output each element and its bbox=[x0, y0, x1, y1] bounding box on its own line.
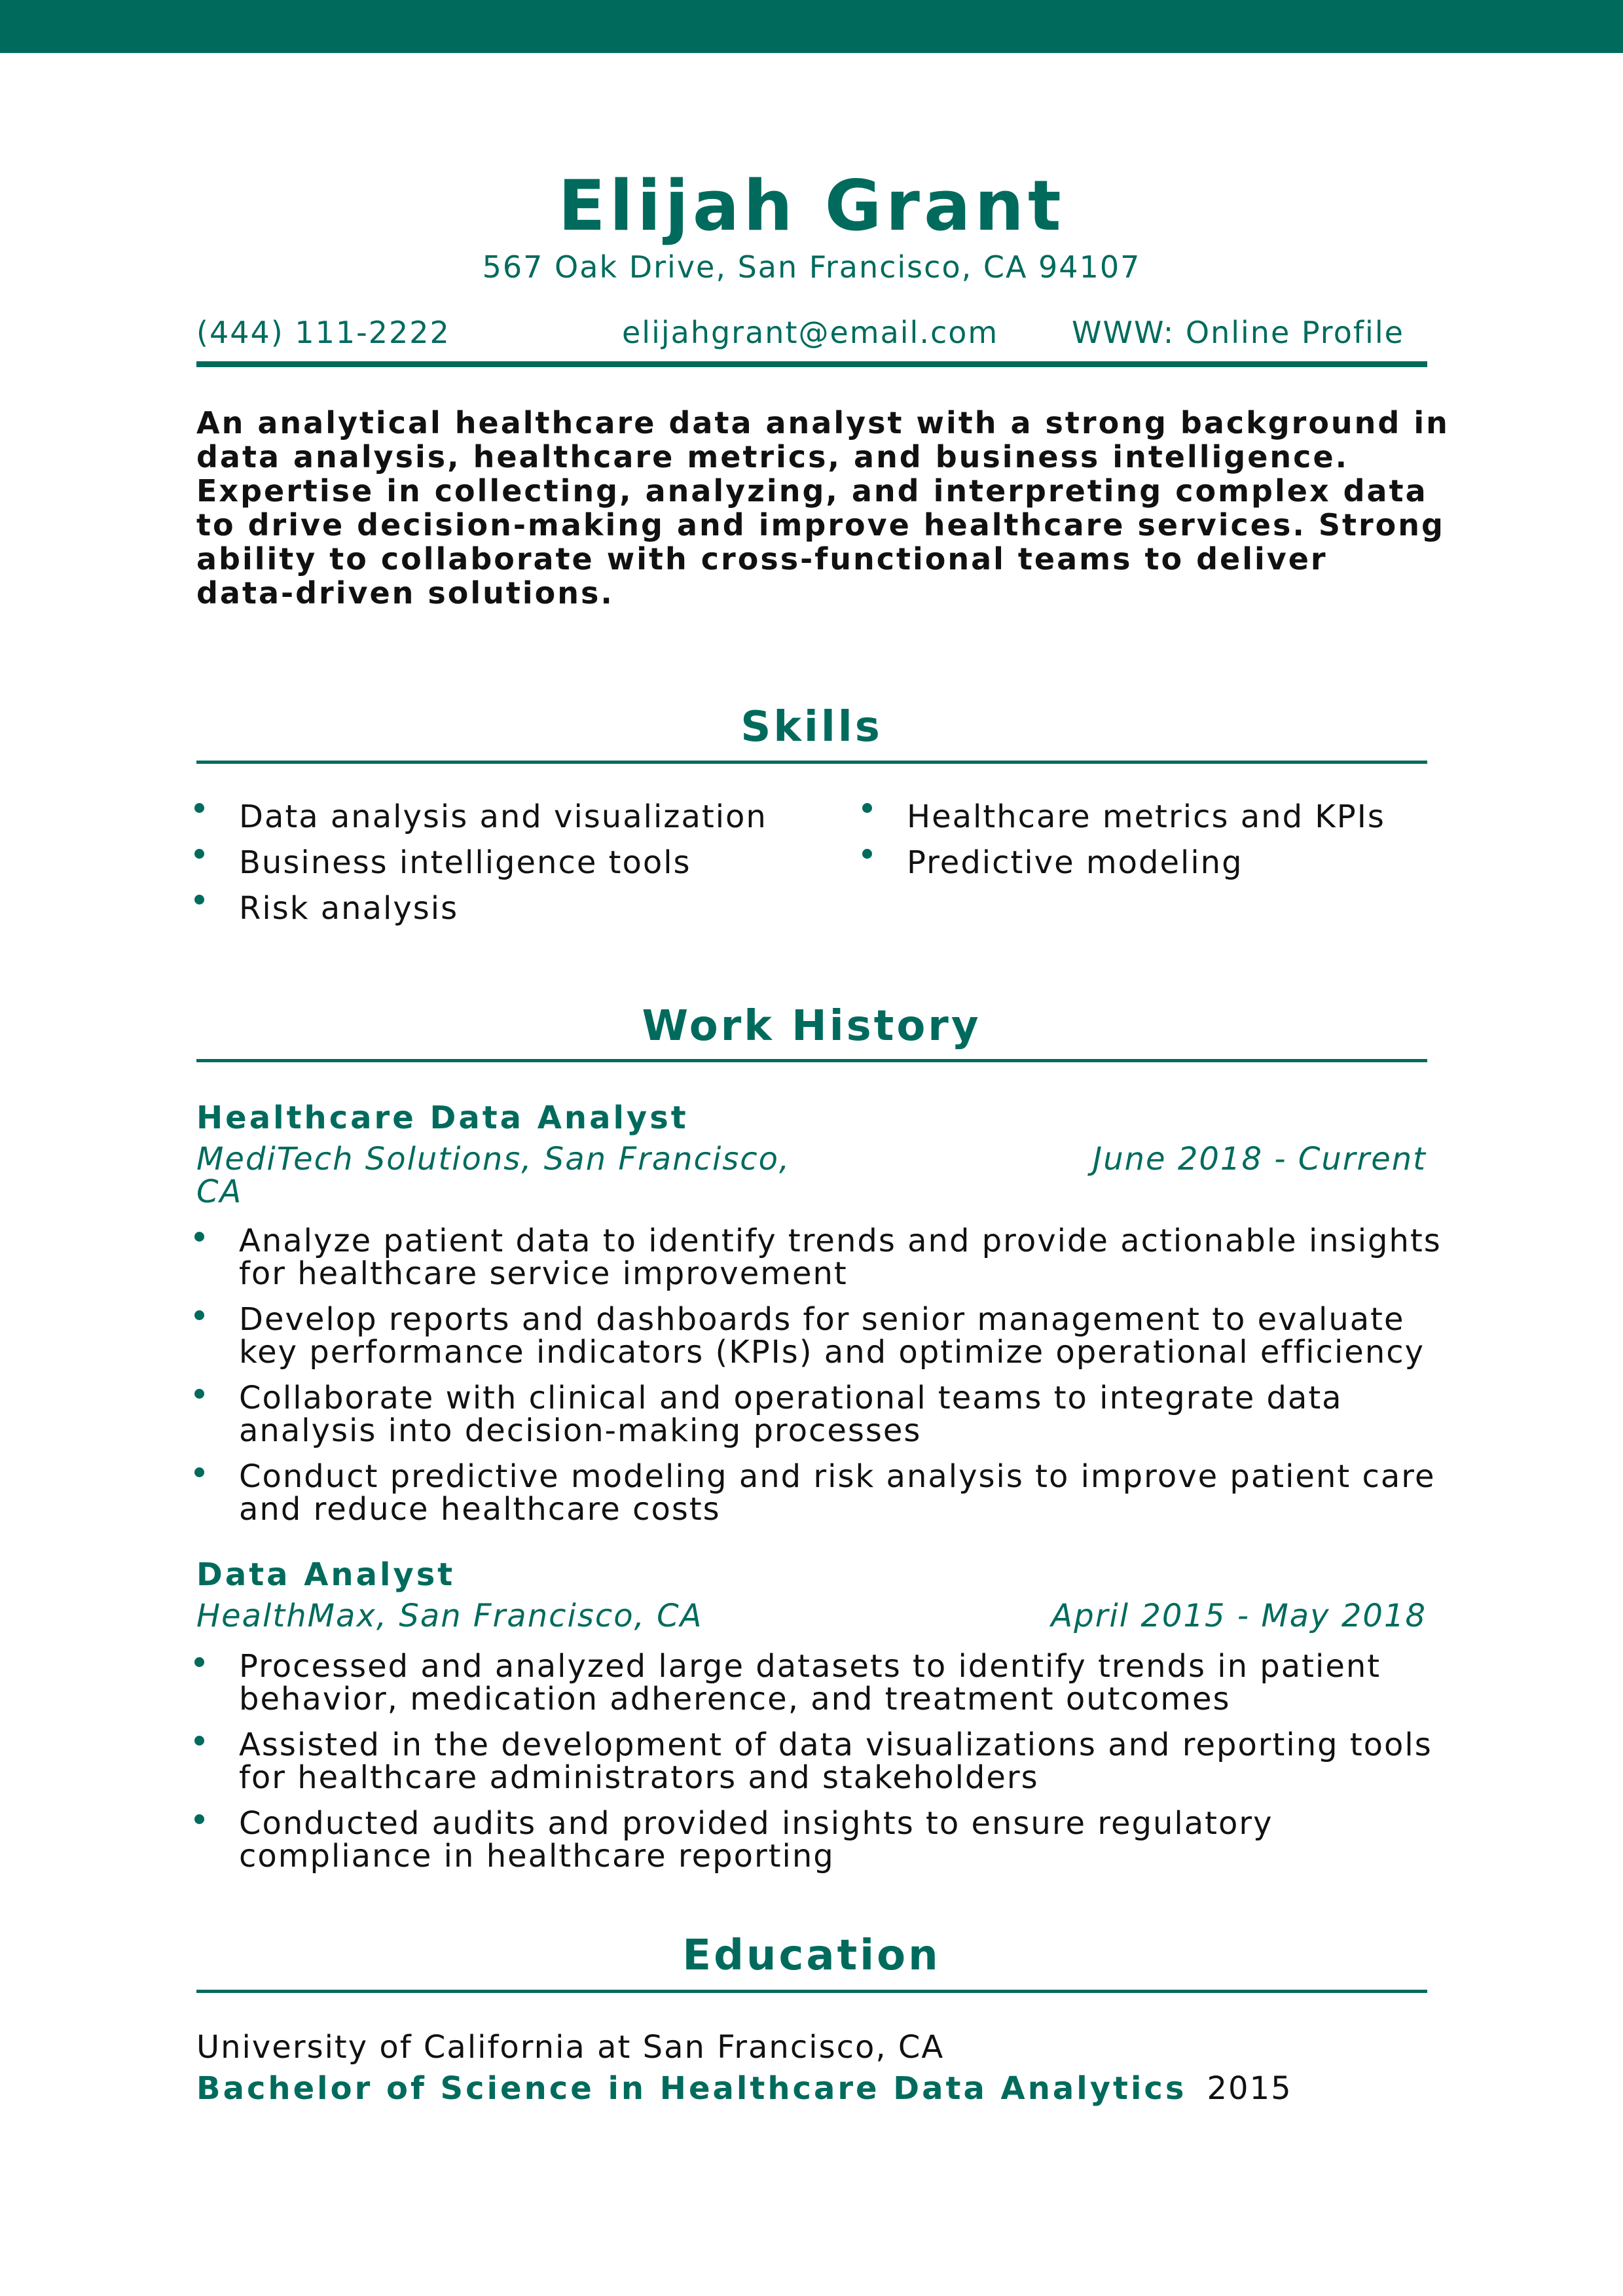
skills-heading: Skills bbox=[740, 703, 883, 751]
job-duty-line: Analyze patient data to identify trends and provide actionable insights bbox=[239, 1223, 1442, 1259]
summary-line: Expertise in collecting, analyzing, and interpreting complex data bbox=[196, 473, 1428, 509]
summary-line: ability to collaborate with cross-functional teams to deliver bbox=[196, 541, 1328, 577]
job-company: MediTech Solutions, San Francisco, bbox=[196, 1141, 791, 1177]
job-duty-line: Develop reports and dashboards for senior management to evaluate bbox=[239, 1301, 1405, 1338]
education-heading: Education bbox=[682, 1931, 941, 1980]
summary-line: to drive decision-making and improve healthcare services. Strong bbox=[196, 507, 1445, 543]
skill-item: Data analysis and visualization bbox=[239, 798, 767, 835]
summary-line: data analysis, healthcare metrics, and business intelligence. bbox=[196, 439, 1349, 475]
top-accent-bar bbox=[0, 0, 1623, 53]
bullet-icon bbox=[862, 803, 872, 813]
bullet-icon bbox=[194, 849, 204, 859]
summary-line: data-driven solutions. bbox=[196, 575, 614, 611]
job-dates: April 2015 - May 2018 bbox=[1051, 1598, 1427, 1634]
job-duty-line: and reduce healthcare costs bbox=[239, 1491, 721, 1528]
job-dates: June 2018 - Current bbox=[1093, 1141, 1427, 1177]
phone: (444) 111-2222 bbox=[196, 315, 450, 350]
job-title: Healthcare Data Analyst bbox=[196, 1100, 689, 1136]
degree: Bachelor of Science in Healthcare Data Analytics bbox=[196, 2070, 1187, 2107]
job-duty-line: analysis into decision-making processes bbox=[239, 1412, 922, 1449]
job-duty-line: behavior, medication adherence, and treatment outcomes bbox=[239, 1681, 1231, 1717]
job-duty-line: Assisted in the development of data visualizations and reporting tools bbox=[239, 1727, 1432, 1763]
bullet-icon bbox=[194, 1310, 204, 1320]
skill-item: Business intelligence tools bbox=[239, 844, 691, 881]
job-duty-line: Conduct predictive modeling and risk analysis to improve patient care bbox=[239, 1458, 1436, 1495]
work-history-heading: Work History bbox=[642, 1002, 981, 1050]
skills-divider bbox=[196, 761, 1427, 764]
bullet-icon bbox=[194, 1736, 204, 1746]
skill-item: Risk analysis bbox=[239, 890, 459, 927]
header-divider bbox=[196, 361, 1427, 367]
job-title: Data Analyst bbox=[196, 1556, 456, 1593]
work-history-divider bbox=[196, 1059, 1427, 1062]
job-company-continued: CA bbox=[196, 1174, 243, 1210]
email-link[interactable]: elijahgrant@email.com bbox=[622, 315, 999, 350]
job-duty-line: compliance in healthcare reporting bbox=[239, 1838, 835, 1874]
bullet-icon bbox=[194, 895, 204, 905]
bullet-icon bbox=[862, 849, 872, 859]
bullet-icon bbox=[194, 1467, 204, 1477]
bullet-icon bbox=[194, 1814, 204, 1824]
bullet-icon bbox=[194, 803, 204, 813]
summary bbox=[196, 405, 1450, 611]
website-link[interactable]: WWW: Online Profile bbox=[1072, 315, 1404, 350]
job-duty-line: Processed and analyzed large datasets to identify trends in patient bbox=[239, 1648, 1381, 1685]
job-duty-line: for healthcare administrators and stakeholders bbox=[239, 1759, 1039, 1796]
bullet-icon bbox=[194, 1232, 204, 1242]
degree-row bbox=[196, 2070, 1292, 2107]
job-company: HealthMax, San Francisco, CA bbox=[196, 1598, 703, 1634]
candidate-name: Elijah Grant bbox=[558, 166, 1065, 246]
job-duty-line: Collaborate with clinical and operational teams to integrate data bbox=[239, 1380, 1343, 1416]
bullet-icon bbox=[194, 1657, 204, 1667]
bullet-icon bbox=[194, 1389, 204, 1399]
skill-item: Healthcare metrics and KPIs bbox=[907, 798, 1385, 835]
education-divider bbox=[196, 1990, 1427, 1993]
address: 567 Oak Drive, San Francisco, CA 94107 bbox=[482, 249, 1141, 285]
graduation-year: 2015 bbox=[1207, 2070, 1292, 2107]
job-duty-line: Conducted audits and provided insights to ensure regulatory bbox=[239, 1805, 1273, 1842]
school-name: University of California at San Francisco, CA bbox=[196, 2029, 945, 2066]
job-duty-line: key performance indicators (KPIs) and optimize operational efficiency bbox=[239, 1334, 1425, 1371]
skill-item: Predictive modeling bbox=[907, 844, 1243, 881]
summary-line: An analytical healthcare data analyst with a strong background in bbox=[196, 405, 1450, 440]
job-duty-line: for healthcare service improvement bbox=[239, 1255, 848, 1292]
